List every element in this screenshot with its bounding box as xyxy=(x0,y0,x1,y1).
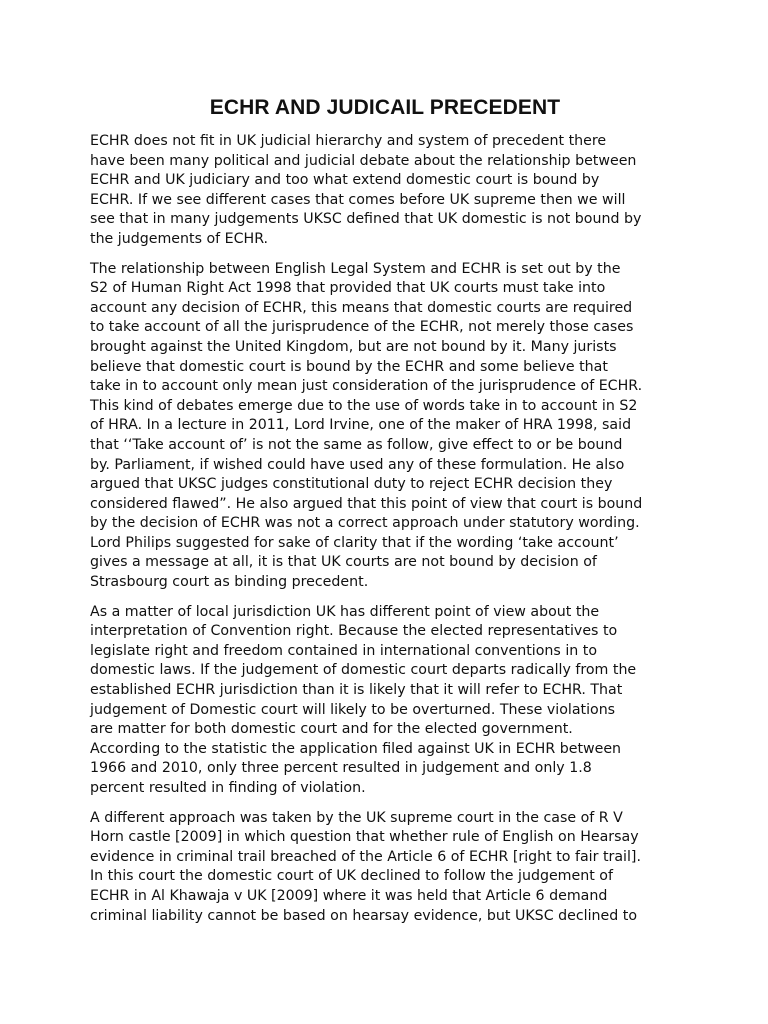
text-line: This kind of debates emerge due to the use of words take in to account in S2 xyxy=(90,397,638,414)
document-body xyxy=(90,132,680,926)
text-line: evidence in criminal trail breached of the Article 6 of ECHR [right to fair trail]. xyxy=(90,848,641,865)
text-line: criminal liability cannot be based on hearsay evidence, but UKSC declined to xyxy=(90,907,638,924)
text-line: considered flawed”. He also argued that this point of view that court is bound xyxy=(90,495,643,512)
text-line: interpretation of Convention right. Because the elected representatives to xyxy=(90,623,618,640)
text-line: domestic laws. If the judgement of domestic court departs radically from the xyxy=(90,662,637,679)
text-line: gives a message at all, it is that UK courts are not bound by decision of xyxy=(90,554,597,571)
body-paragraph xyxy=(90,603,680,799)
body-paragraph xyxy=(90,260,680,593)
text-line: ECHR. If we see different cases that comes before UK supreme then we will xyxy=(90,191,626,208)
text-line: by. Parliament, if wished could have used any of these formulation. He also xyxy=(90,456,625,473)
text-line: that ‘‘Take account of’ is not the same as follow, give effect to or be bound xyxy=(90,436,623,453)
text-line: ECHR does not fit in UK judicial hierarchy and system of precedent there xyxy=(90,133,607,149)
text-line: S2 of Human Right Act 1998 that provided that UK courts must take into xyxy=(90,280,606,297)
document-title: ECHR AND JUDICAIL PRECEDENT xyxy=(209,96,561,119)
text-line: account any decision of ECHR, this means that domestic courts are required xyxy=(90,299,633,316)
body-paragraph xyxy=(90,132,680,250)
text-line: According to the statistic the application filed against UK in ECHR between xyxy=(90,740,622,757)
text-line: judgement of Domestic court will likely to be overturned. These violations xyxy=(90,701,616,718)
text-line: brought against the United Kingdom, but are not bound by it. Many jurists xyxy=(90,338,617,355)
text-line: ECHR in Al Khawaja v UK [2009] where it was held that Article 6 demand xyxy=(90,887,608,904)
text-line: In this court the domestic court of UK declined to follow the judgement of xyxy=(90,868,613,885)
document-page xyxy=(90,94,680,936)
text-line: As a matter of local jurisdiction UK has different point of view about the xyxy=(90,603,600,620)
text-line: Lord Philips suggested for sake of clarity that if the wording ‘take account’ xyxy=(90,534,619,551)
text-line: are matter for both domestic court and for the elected government. xyxy=(90,721,573,738)
body-paragraph xyxy=(90,809,680,927)
text-line: Strasbourg court as binding precedent. xyxy=(90,574,369,591)
text-line: by the decision of ECHR was not a correct approach under statutory wording. xyxy=(90,515,640,532)
text-line: The relationship between English Legal System and ECHR is set out by the xyxy=(90,260,621,277)
text-line: legislate right and freedom contained in international conventions in to xyxy=(90,642,598,659)
text-line: argued that UKSC judges constitutional duty to reject ECHR decision they xyxy=(90,476,613,493)
text-line: take in to account only mean just consideration of the jurisprudence of ECHR. xyxy=(90,378,643,395)
text-line: Horn castle [2009] in which question that whether rule of English on Hearsay xyxy=(90,829,639,846)
text-line: 1966 and 2010, only three percent resulted in judgement and only 1.8 xyxy=(90,760,592,777)
text-line: see that in many judgements UKSC defined that UK domestic is not bound by xyxy=(90,211,642,228)
text-line: percent resulted in finding of violation. xyxy=(90,780,366,796)
text-line: established ECHR jurisdiction than it is likely that it will refer to ECHR. That xyxy=(90,682,623,699)
text-line: of HRA. In a lecture in 2011, Lord Irvine, one of the maker of HRA 1998, said xyxy=(90,417,632,434)
text-line: to take account of all the jurisprudence of the ECHR, not merely those cases xyxy=(90,319,634,336)
text-line: ECHR and UK judiciary and too what extend domestic court is bound by xyxy=(90,172,600,189)
text-line: have been many political and judicial debate about the relationship between xyxy=(90,152,637,169)
text-line: the judgements of ECHR. xyxy=(90,230,269,247)
text-line: believe that domestic court is bound by the ECHR and some believe that xyxy=(90,358,608,375)
text-line: A different approach was taken by the UK supreme court in the case of R V xyxy=(90,809,623,826)
